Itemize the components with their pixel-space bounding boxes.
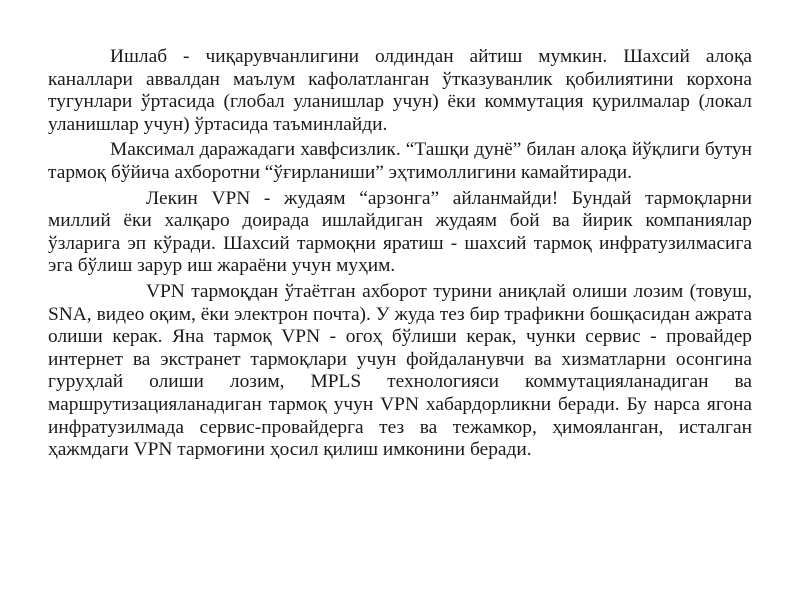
paragraph-production-predictability: Ишлаб - чиқарувчанлигини олдиндан айтиш мумкин. Шахсий алоқа каналлари аввалдан маълум кафолатланган ўтказуванлик қобилиятини корхона тугунлари ўртасида (глобал уланишлар учун) ёки коммутация қурилмалар (локал уланишлар учун) ўртасида таъминлайди. [48,46,752,135]
paragraph-vpn-traffic-awareness: VPN тармоқдан ўтаётган ахборот турини аниқлай олиши лозим (товуш, SNA, видео оқим, ёки электрон почта). У жуда тез бир трафикни бошқасидан ажрата олиши керак. Яна тармоқ VPN - огоҳ бўлиши керак, чунки сервис - провайдер интернет ва экстранет тармоқлари учун фойдаланувчи ва хизматларни осонгина гуруҳлай олиши лозим, MPLS технологияси коммутацияланадиган ва маршрутизацияланадиган тармоқ учун VPN хабардорликни беради. Бу нарса ягона инфратузилмада сервис-провайдерга тез ва тежамкор, ҳимояланган, исталган ҳажмдаги VPN тармоғини ҳосил қилиш имконини беради. [48,280,752,461]
paragraph-vpn-cost: Лекин VPN - жудаям “арзонга” айланмайди! Бундай тармоқларни миллий ёки халқаро доирада ишлайдиган жудаям бой ва йирик компаниялар ўзларига эп кўради. Шахсий тармоқни яратиш - шахсий тармоқ инфратузилмасига эга бўлиш зарур иш жараёни учун муҳим. [48,187,752,277]
document-page [48,46,752,462]
paragraph-max-security: Максимал даражадаги хавфсизлик. “Ташқи дунё” билан алоқа йўқлиги бутун тармоқ бўйича ахборотни “ўғирланиши” эҳтимоллигини камайтиради. [48,139,752,183]
